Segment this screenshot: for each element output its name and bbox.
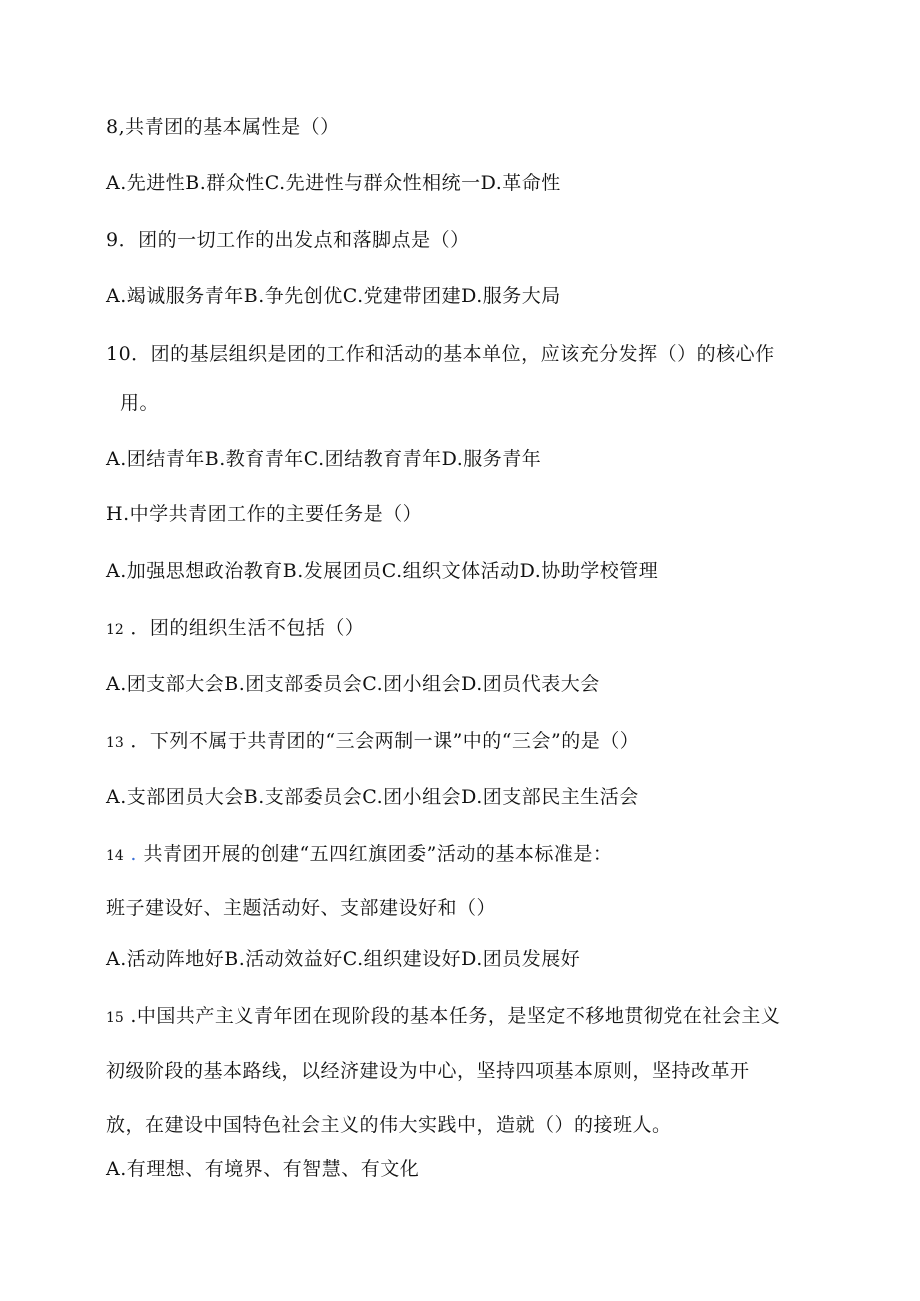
question-15-text: .中国共产主义青年团在现阶段的基本任务，是坚定不移地贯彻党在社会主义	[130, 1005, 781, 1027]
options-14: A.活动阵地好B.活动效益好C.组织建设好D.团员发展好	[106, 948, 581, 970]
question-12-text: ．团的组织生活不包括（）	[130, 617, 365, 639]
question-14-dot: .	[130, 843, 137, 865]
question-9: 9．团的一切工作的出发点和落脚点是（）	[106, 229, 470, 251]
question-13-number: 13	[106, 735, 124, 751]
question-11: H.中学共青团工作的主要任务是（）	[106, 503, 423, 525]
question-10-line-2: 用。	[120, 392, 160, 414]
options-15: A.有理想、有境界、有智慧、有文化	[106, 1158, 420, 1180]
options-13: A.支部团员大会B.支部委员会C.团小组会D.团支部民主生活会	[106, 786, 639, 808]
question-14-line-1	[106, 842, 612, 868]
options-10: A.团结青年B.教育青年C.团结教育青年D.服务青年	[106, 448, 542, 470]
options-9: A.竭诚服务青年B.争先创优C.党建带团建D.服务大局	[106, 285, 561, 307]
question-13	[106, 729, 639, 755]
question-14-line-2: 班子建设好、主题活动好、支部建设好和（）	[106, 897, 497, 919]
question-10-line-1: 10．团的基层组织是团的工作和活动的基本单位，应该充分发挥（）的核心作	[106, 343, 775, 365]
question-14-text: 共青团开展的创建“五四红旗团委”活动的基本标准是：	[143, 843, 613, 865]
options-11: A.加强思想政治教育B.发展团员C.组织文体活动D.协助学校管理	[106, 560, 659, 582]
question-12	[106, 616, 364, 642]
options-8: A.先进性B.群众性C.先进性与群众性相统一D.革命性	[106, 172, 561, 194]
question-8: 8,共青团的基本属性是（）	[106, 116, 340, 138]
question-15-line-3: 放，在建设中国特色社会主义的伟大实践中，造就（）的接班人。	[106, 1114, 672, 1136]
question-15-line-1	[106, 1004, 780, 1030]
question-15-line-2: 初级阶段的基本路线，以经济建设为中心，坚持四项基本原则，坚持改革开	[106, 1060, 750, 1082]
question-12-number: 12	[106, 622, 124, 638]
question-15-number: 15	[106, 1010, 124, 1026]
options-12: A.团支部大会B.团支部委员会C.团小组会D.团员代表大会	[106, 673, 600, 695]
question-13-text: ．下列不属于共青团的“三会两制一课”中的“三会”的是（）	[130, 730, 640, 752]
question-14-number: 14	[106, 848, 124, 864]
